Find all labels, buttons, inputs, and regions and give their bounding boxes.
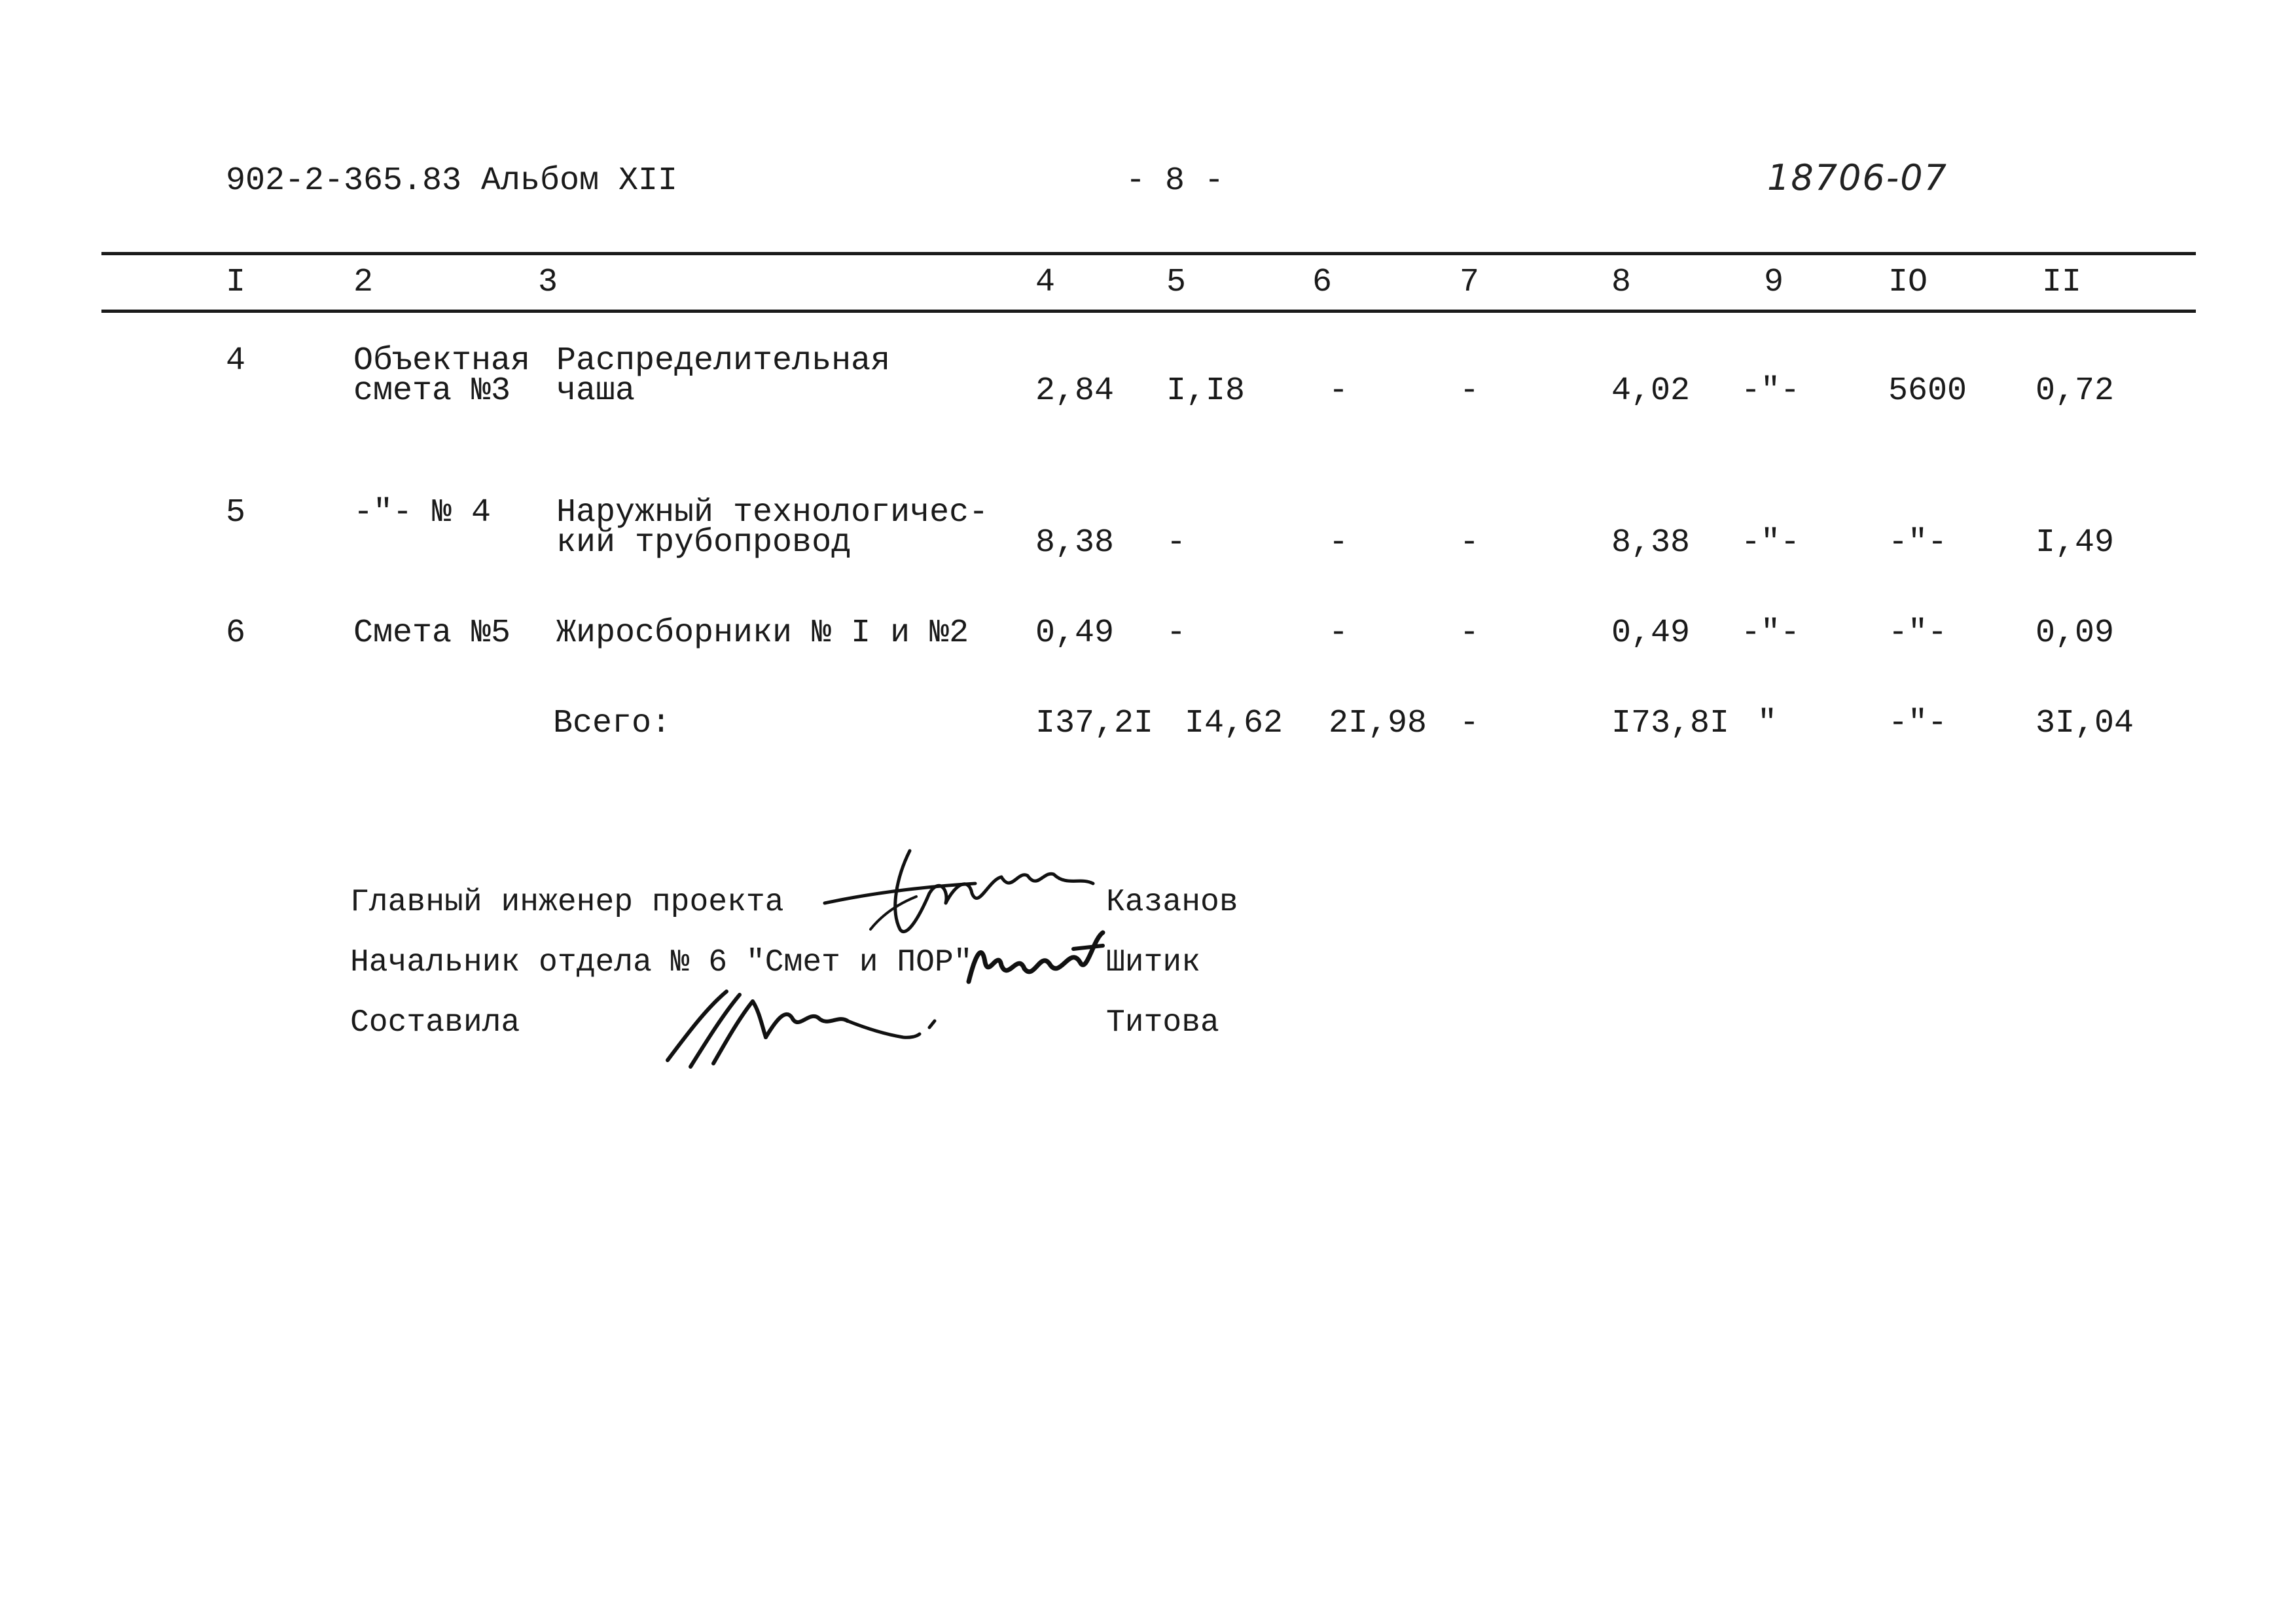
total-col10: -"- (1888, 705, 1948, 742)
row-number: 5 (226, 494, 246, 531)
column-header-2: 2 (353, 264, 374, 301)
total-col9: " (1757, 705, 1778, 742)
table-top-rule (101, 252, 2196, 255)
cell-col11: 0,09 (2036, 615, 2115, 652)
signature-role-chief-engineer: Главный инженер проекта (350, 885, 784, 920)
cell-col9: -"- (1741, 615, 1801, 652)
column-header-4: 4 (1035, 264, 1056, 301)
cell-col5: - (1166, 615, 1187, 652)
item-name-line1: Жиросборники № I и №2 (556, 615, 969, 652)
signature-role-compiler: Составила (350, 1005, 520, 1041)
estimate-ref-line1: -"- № 4 (353, 494, 492, 531)
total-col8: I73,8I (1611, 705, 1730, 742)
cell-col7: - (1460, 524, 1480, 562)
cell-col5: I,I8 (1166, 372, 1246, 410)
total-col6: 2I,98 (1329, 705, 1427, 742)
cell-col7: - (1460, 615, 1480, 652)
cell-col4: 8,38 (1035, 524, 1115, 562)
column-header-8: 8 (1611, 264, 1632, 301)
item-name-line2: чаша (556, 372, 636, 410)
cell-col8: 8,38 (1611, 524, 1691, 562)
total-label: Всего: (553, 705, 672, 742)
column-header-1: I (226, 264, 246, 301)
cell-col9: -"- (1741, 524, 1801, 562)
total-col4: I37,2I (1035, 705, 1154, 742)
handwritten-signature-compiler (661, 982, 942, 1080)
cell-col10: -"- (1888, 524, 1948, 562)
total-col11: 3I,04 (2036, 705, 2134, 742)
column-header-10: IO (1888, 264, 1928, 301)
column-header-7: 7 (1460, 264, 1480, 301)
cell-col10: 5600 (1888, 372, 1967, 410)
item-name-line1: Распределительная (556, 342, 891, 380)
row-number: 6 (226, 615, 246, 652)
column-header-9: 9 (1764, 264, 1784, 301)
signature-name-compiler: Титова (1106, 1005, 1219, 1041)
total-col7: - (1460, 705, 1480, 742)
cell-col7: - (1460, 372, 1480, 410)
handwritten-number: 18706-07 (1767, 157, 1948, 198)
signature-role-department-head: Начальник отдела № 6 "Смет и ПОР" (350, 945, 973, 980)
cell-col6: - (1329, 615, 1349, 652)
item-name-line1: Наружный технологичес- (556, 494, 989, 531)
cell-col11: I,49 (2036, 524, 2115, 562)
page-number: - 8 - (1126, 162, 1225, 200)
cell-col11: 0,72 (2036, 372, 2115, 410)
total-col5: I4,62 (1185, 705, 1283, 742)
estimate-ref-line1: Объектная (353, 342, 531, 380)
cell-col4: 0,49 (1035, 615, 1115, 652)
estimate-ref-line2: смета №3 (353, 372, 511, 410)
row-number: 4 (226, 342, 246, 380)
cell-col5: - (1166, 524, 1187, 562)
cell-col10: -"- (1888, 615, 1948, 652)
table-header-rule (101, 310, 2196, 313)
column-header-6: 6 (1312, 264, 1333, 301)
cell-col6: - (1329, 372, 1349, 410)
handwritten-signature-department-head (962, 923, 1113, 995)
cell-col8: 0,49 (1611, 615, 1691, 652)
signature-name-chief-engineer: Казанов (1106, 885, 1238, 920)
column-header-11: II (2042, 264, 2082, 301)
album-label: Альбом XII (481, 162, 678, 200)
signature-name-department-head: Шитик (1106, 945, 1201, 980)
cell-col9: -"- (1741, 372, 1801, 410)
estimate-ref-line1: Смета №5 (353, 615, 511, 652)
cell-col8: 4,02 (1611, 372, 1691, 410)
column-header-5: 5 (1166, 264, 1187, 301)
cell-col6: - (1329, 524, 1349, 562)
item-name-line2: кий трубопровод (556, 524, 852, 562)
column-header-3: 3 (538, 264, 558, 301)
document-code: 902-2-365.83 (226, 162, 462, 200)
cell-col4: 2,84 (1035, 372, 1115, 410)
